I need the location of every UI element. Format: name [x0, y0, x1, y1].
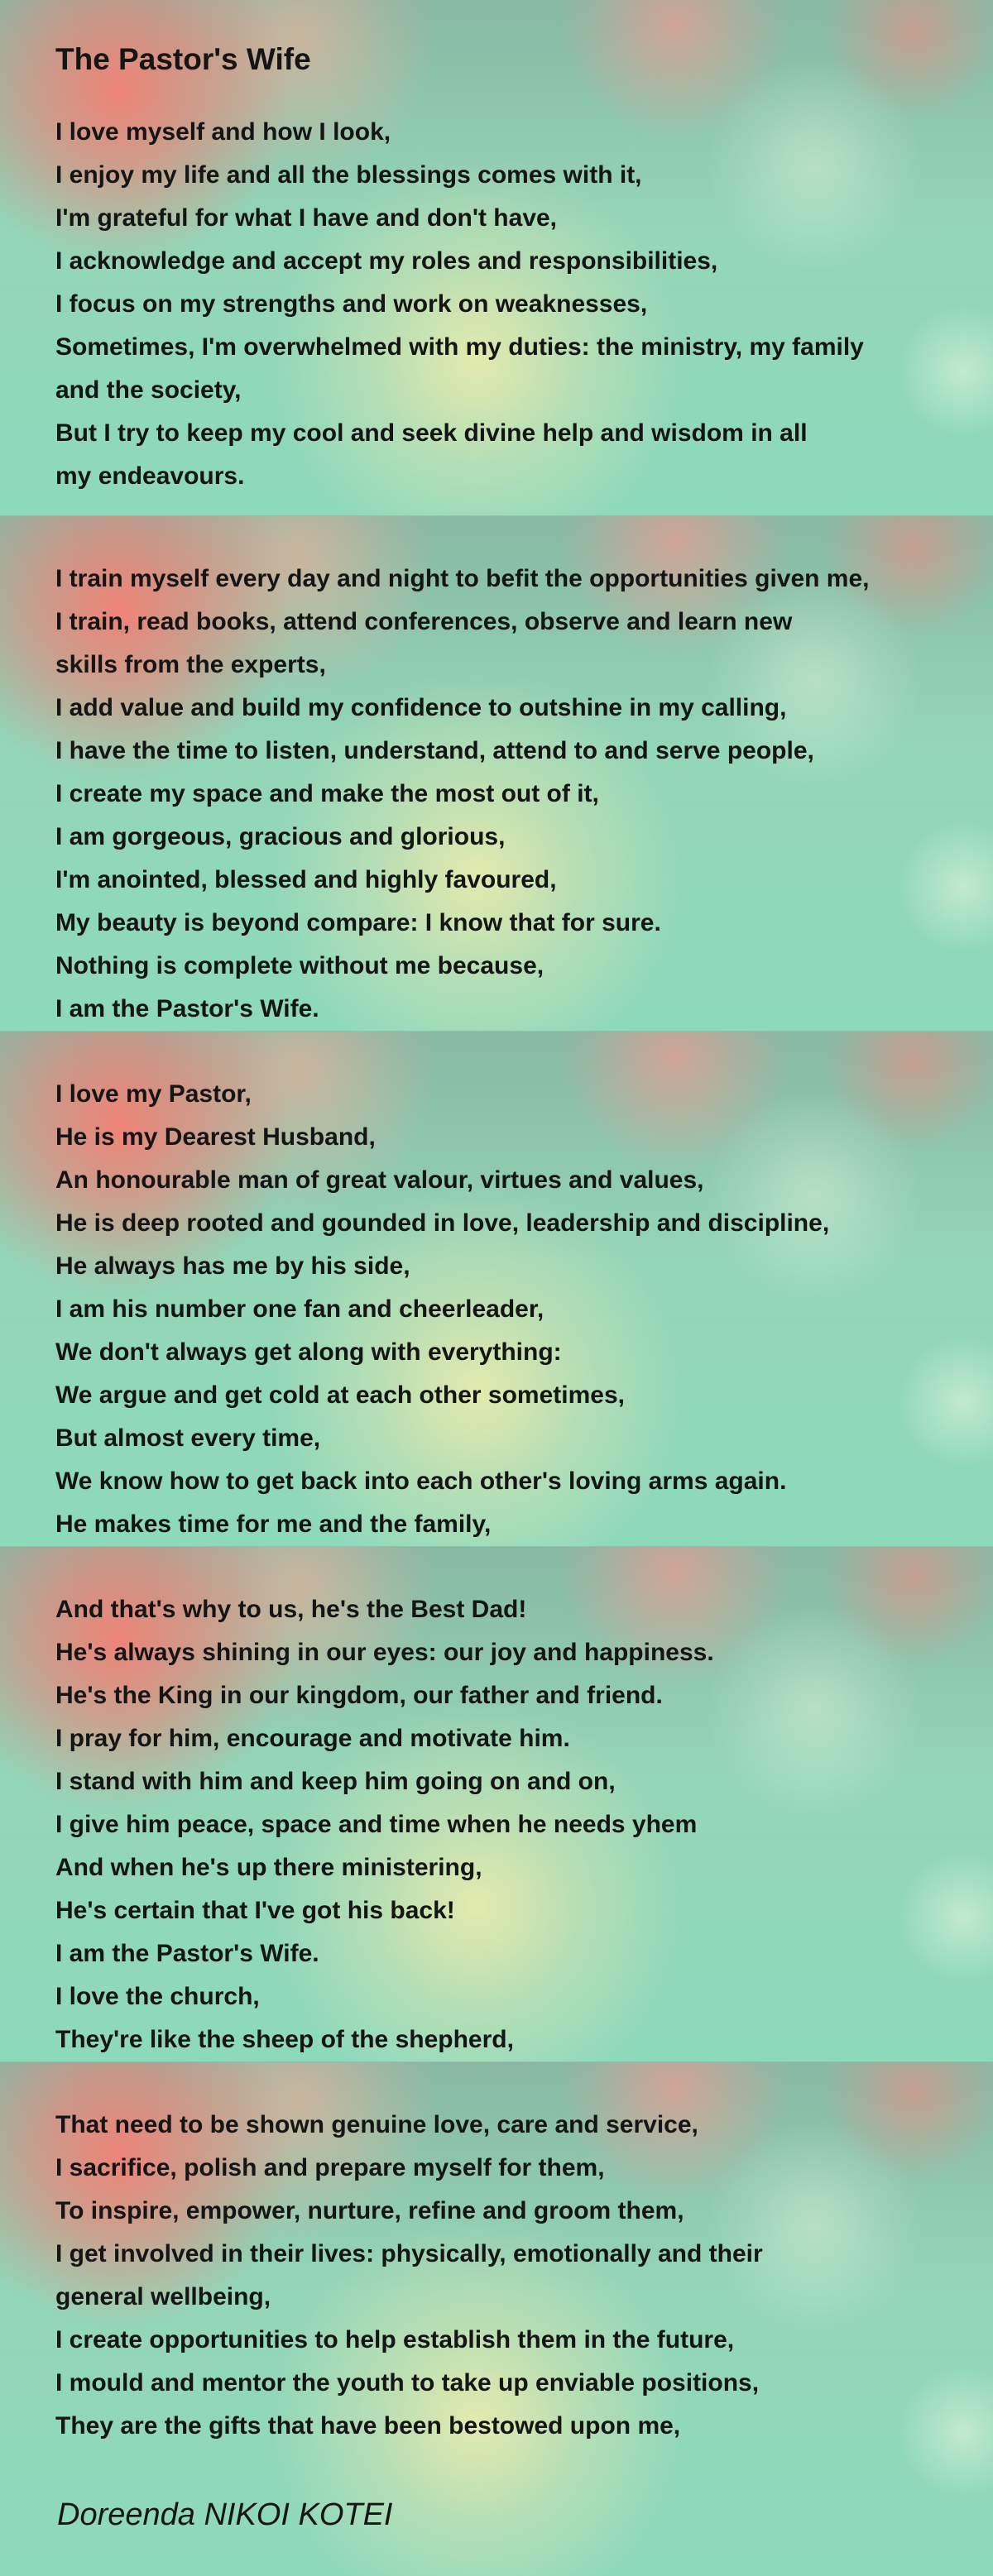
- poem-line: I create opportunities to help establish them in the future,: [55, 2326, 735, 2353]
- poem-line: Sometimes, I'm overwhelmed with my duties: the ministry, my family: [55, 333, 864, 361]
- poem-line: I sacrifice, polish and prepare myself for them,: [55, 2154, 605, 2181]
- poem-line: I love myself and how I look,: [55, 118, 391, 146]
- poem-stanza-4: [55, 1588, 960, 2061]
- poem-line: I have the time to listen, understand, attend to and serve people,: [55, 737, 814, 764]
- poem-line: He makes time for me and the family,: [55, 1511, 492, 1538]
- poem-line: I train, read books, attend conferences, observe and learn new: [55, 608, 793, 635]
- poem-panel-2: [0, 515, 993, 1031]
- poem-line: To inspire, empower, nurture, refine and groom them,: [55, 2197, 684, 2224]
- poem-title: The Pastor's Wife: [55, 42, 311, 76]
- poem-stanza-1: [55, 30, 960, 498]
- poem-line: That need to be shown genuine love, care and service,: [55, 2111, 698, 2138]
- poem-line: I enjoy my life and all the blessings comes with it,: [55, 161, 642, 189]
- poem-line: I acknowledge and accept my roles and responsibilities,: [55, 247, 718, 275]
- poem-line: But almost every time,: [55, 1424, 321, 1452]
- poem-panel-3: [0, 1031, 993, 1546]
- poem-line: He is deep rooted and gounded in love, leadership and discipline,: [55, 1209, 830, 1237]
- poem-line: And that's why to us, he's the Best Dad!: [55, 1596, 527, 1623]
- poem-line: my endeavours.: [55, 462, 245, 490]
- poem-line: Nothing is complete without me because,: [55, 952, 544, 979]
- poem-panel-5: [0, 2061, 993, 2576]
- poem-line: He's certain that I've got his back!: [55, 1897, 455, 1924]
- poem-line: I am his number one fan and cheerleader,: [55, 1295, 544, 1323]
- poem-line: He always has me by his side,: [55, 1252, 410, 1280]
- poem-panel-1: [0, 0, 993, 515]
- poem-line: I love the church,: [55, 1983, 260, 2010]
- poem-line: I'm grateful for what I have and don't have,: [55, 204, 558, 232]
- poem-line: I love my Pastor,: [55, 1080, 252, 1108]
- poem-panel-4: [0, 1546, 993, 2061]
- poem-line: They are the gifts that have been bestowed upon me,: [55, 2412, 681, 2440]
- poem-line: We know how to get back into each other's loving arms again.: [55, 1468, 787, 1495]
- poem-line: He's always shining in our eyes: our joy and happiness.: [55, 1639, 714, 1666]
- poem-line: I get involved in their lives: physically, emotionally and their: [55, 2240, 763, 2267]
- poem-line: and the society,: [55, 376, 242, 404]
- poem-line: I am the Pastor's Wife.: [55, 995, 319, 1022]
- poem-line: I'm anointed, blessed and highly favoured,: [55, 866, 557, 893]
- poem-author: Doreenda NIKOI KOTEI: [57, 2497, 393, 2532]
- poem-line: I add value and build my confidence to outshine in my calling,: [55, 694, 787, 721]
- poem-line: And when he's up there ministering,: [55, 1854, 482, 1881]
- poem-line: I am gorgeous, gracious and glorious,: [55, 823, 506, 850]
- poem-line: He is my Dearest Husband,: [55, 1123, 376, 1151]
- poem-line: An honourable man of great valour, virtues and values,: [55, 1166, 704, 1194]
- poem-line: I create my space and make the most out of it,: [55, 780, 599, 807]
- poem-stanza-3: [55, 1073, 960, 1546]
- poem-line: I mould and mentor the youth to take up enviable positions,: [55, 2369, 760, 2396]
- poem-line: I focus on my strengths and work on weaknesses,: [55, 290, 648, 318]
- poem-stanza-2: [55, 558, 960, 1031]
- poem-line: I give him peace, space and time when he needs yhem: [55, 1811, 698, 1838]
- poem-line: general wellbeing,: [55, 2283, 271, 2310]
- poem-line: I am the Pastor's Wife.: [55, 1940, 319, 1967]
- poem-line: We argue and get cold at each other sometimes,: [55, 1381, 625, 1409]
- poem-line: I pray for him, encourage and motivate him.: [55, 1725, 570, 1752]
- poem-line: My beauty is beyond compare: I know that for sure.: [55, 909, 661, 936]
- poem-line: They're like the sheep of the shepherd,: [55, 2026, 514, 2053]
- poem-line: But I try to keep my cool and seek divine help and wisdom in all: [55, 419, 808, 447]
- poem-stanza-5: [55, 2104, 960, 2448]
- poem-line: skills from the experts,: [55, 651, 326, 678]
- poem-line: I stand with him and keep him going on and on,: [55, 1768, 616, 1795]
- poem-line: He's the King in our kingdom, our father and friend.: [55, 1682, 663, 1709]
- poem-line: We don't always get along with everything:: [55, 1338, 562, 1366]
- poem-line: I train myself every day and night to befit the opportunities given me,: [55, 565, 870, 592]
